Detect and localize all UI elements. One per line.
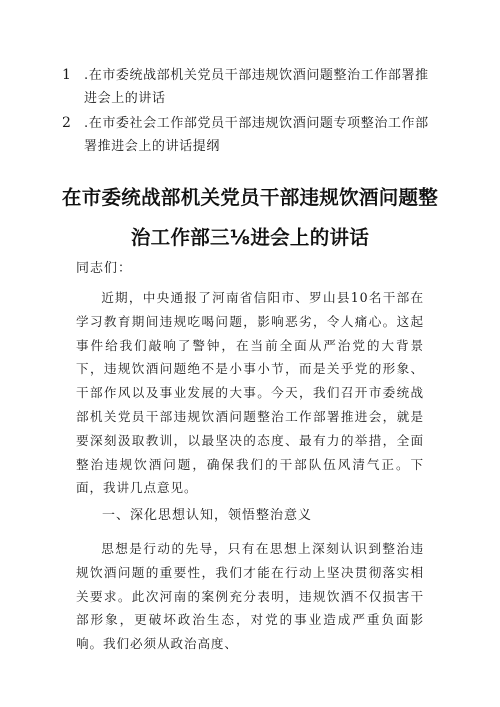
toc-item-number: 2	[62, 115, 72, 131]
toc-item-number: 1	[62, 67, 72, 83]
table-of-contents	[62, 64, 442, 158]
toc-item-2[interactable]	[62, 112, 442, 158]
toc-item-text: .在市委社会工作部党员干部违规饮酒问题专项整治工作部署推进会上的讲话提纲	[84, 116, 429, 154]
paragraph-section-1: 思想是行动的先导，只有在思想上深刻认识到整治违规饮酒问题的重要性，我们才能在行动上坚决贯彻落实相关要求。此次河南的案例充分表明，违规饮酒不仅损害干部形象，更破坏政治生态，对党的事业造成严重负面影响。我们必须从政治高度、	[76, 541, 424, 652]
document-title-line-1: 在市委统战部机关党员干部违规饮酒问题整	[61, 186, 439, 209]
paragraph-intro: 近期，中央通报了河南省信阳市、罗山县10名干部在学习教育期间违规吃喝问题，影响恶劣，令人痛心。这起事件给我们敲响了警钟，在当前全面从严治党的大背景下，违规饮酒问题绝不是小事小节，而是关乎党的形象、干部作风以及事业发展的大事。今天，我们召开市委统战部机关党员干部违规饮酒问题整治工作部署推进会，就是要深刻汲取教训，以最坚决的态度、最有力的举措，全面整治违规饮酒问题，确保我们的干部队伍风清气正。下面，我讲几点意见。	[76, 290, 424, 496]
toc-item-1[interactable]	[62, 64, 442, 110]
salutation: 同志们：	[76, 261, 133, 276]
toc-item-text: .在市委统战部机关党员干部违规饮酒问题整治工作部署推进会上的讲话	[84, 68, 429, 106]
document-title-line-2: 治工作部三⅛进会上的讲话	[130, 226, 370, 249]
section-heading-1: 一、深化思想认知，领悟整治意义	[102, 508, 313, 523]
